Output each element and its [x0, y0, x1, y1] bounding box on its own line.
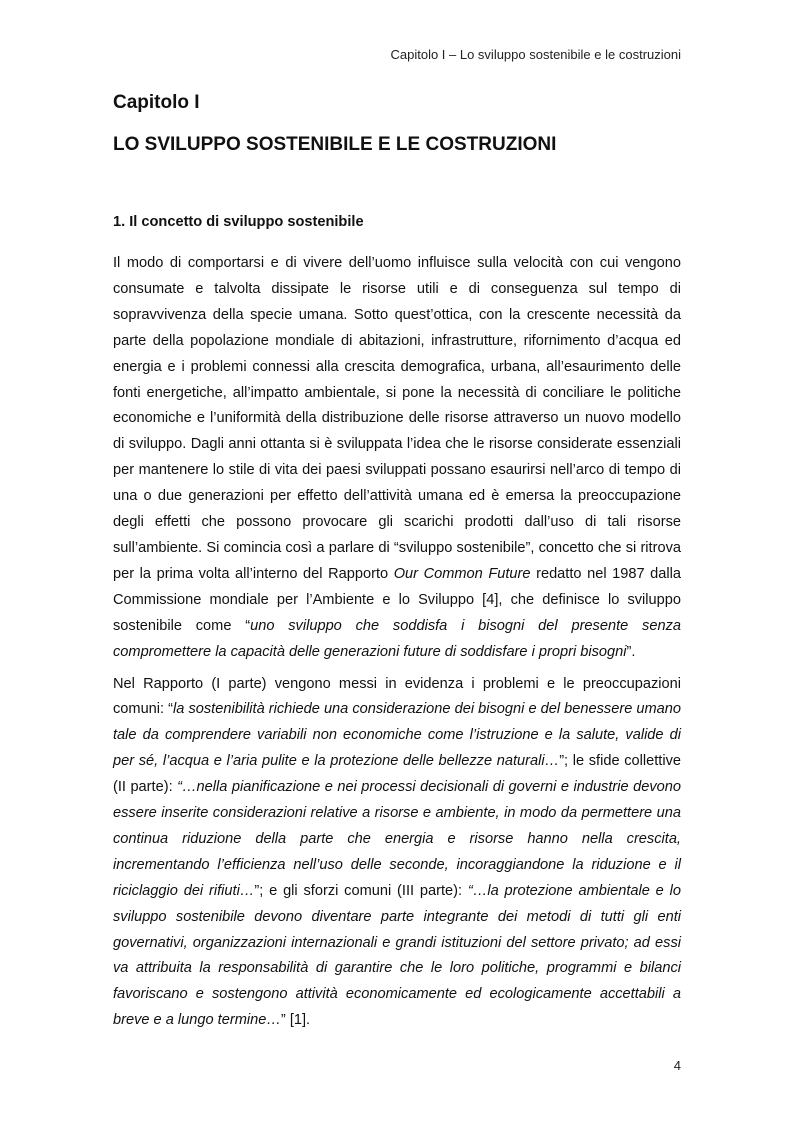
report-title: Our Common Future — [393, 565, 531, 582]
paragraph-1 — [113, 251, 681, 666]
paragraph-1-text-2: redatto nel 1987 dalla Commissione mondiale per l’Ambiente e lo Sviluppo [4], che definisce lo sviluppo sostenibile come “ — [113, 565, 681, 634]
running-header: Capitolo I – Lo sviluppo sostenibile e le costruzioni — [390, 47, 681, 62]
paragraph-2-text-2: ”; le sfide collettive (II parte): — [113, 753, 681, 796]
chapter-label: Capitolo I — [113, 92, 200, 113]
quote-part-2: “…nella pianificazione e nei processi decisionali di governi e industrie devono essere inserite considerazioni relative a risorse e ambiente, in modo da permettere una continua riduzione della parte che energia e risorse hanno nella crescita, incrementando l’efficienza nell’uso delle seconde, incoraggiandone la riduzione e il riciclaggio dei rifiuti… — [113, 779, 681, 899]
paragraph-2 — [113, 672, 681, 1035]
page-number: 4 — [673, 1058, 681, 1073]
quote-part-1: la sostenibilità richiede una considerazione dei bisogni e del benessere umano tale da comprendere variabili non economiche come l’istruzione e la salute, valide di per sé, l’acqua e l’aria pulite e la protezione delle bellezze naturali… — [113, 701, 681, 770]
paragraph-1-text-3: ”. — [626, 643, 636, 660]
quote-part-3: “…la protezione ambientale e lo sviluppo sostenibile devono diventare parte integrante dei metodi di tutti gli enti governativi, organizzazioni internazionali e grandi istituzioni del settore privato; ad essi va attribuita la responsabilità di garantire che le loro politiche, programmi e bilanci favoriscano e sostengono attività economicamente ed ecologicamente accettabili a breve e a lungo termine… — [113, 882, 681, 1029]
chapter-title: LO SVILUPPO SOSTENIBILE E LE COSTRUZIONI — [113, 134, 557, 155]
paragraph-2-text-4: ” [1]. — [280, 1012, 311, 1029]
paragraph-2-text-1: Nel Rapporto (I parte) vengono messi in evidenza i problemi e le preoccupazioni comuni: “ — [113, 675, 681, 718]
section-heading: 1. Il concetto di sviluppo sostenibile — [113, 214, 364, 230]
paragraph-1-text-1: Il modo di comportarsi e di vivere dell’uomo influisce sulla velocità con cui vengono consumate e talvolta dissipate le risorse utili e di conseguenza sul tempo di sopravvivenza della specie umana. Sotto quest’ottica, con la crescente necessità da parte della popolazione mondiale di abitazioni, infrastrutture, rifornimento d’acqua ed energia e i problemi connessi alla crescita demografica, urbana, all’esaurimento delle fonti energetiche, all’impatto ambientale, si pone la necessità di conciliare le politiche economiche e l’uniformità della distribuzione delle risorse attraverso un nuovo modello di sviluppo. Dagli anni ottanta si è sviluppata l’idea che le risorse considerate essenziali per mantenere lo stile di vita dei paesi sviluppati possano esaurirsi nell’arco di tempo di una o due generazioni per effetto dell’attività umana ed è emersa la preoccupazione degli effetti che possono provocare gli scarichi prodotti dall’uso di tali risorse sull’ambiente. Si comincia così a parlare di “sviluppo sostenibile”, concetto che si ritrova per la prima volta all’interno del Rapporto — [113, 255, 681, 582]
definition-quote: uno sviluppo che soddisfa i bisogni del presente senza compromettere la capacità delle generazioni future di soddisfare i propri bisogni — [113, 617, 681, 660]
body-text — [113, 251, 681, 1040]
paragraph-2-text-3: ”; e gli sforzi comuni (III parte): — [254, 882, 468, 899]
